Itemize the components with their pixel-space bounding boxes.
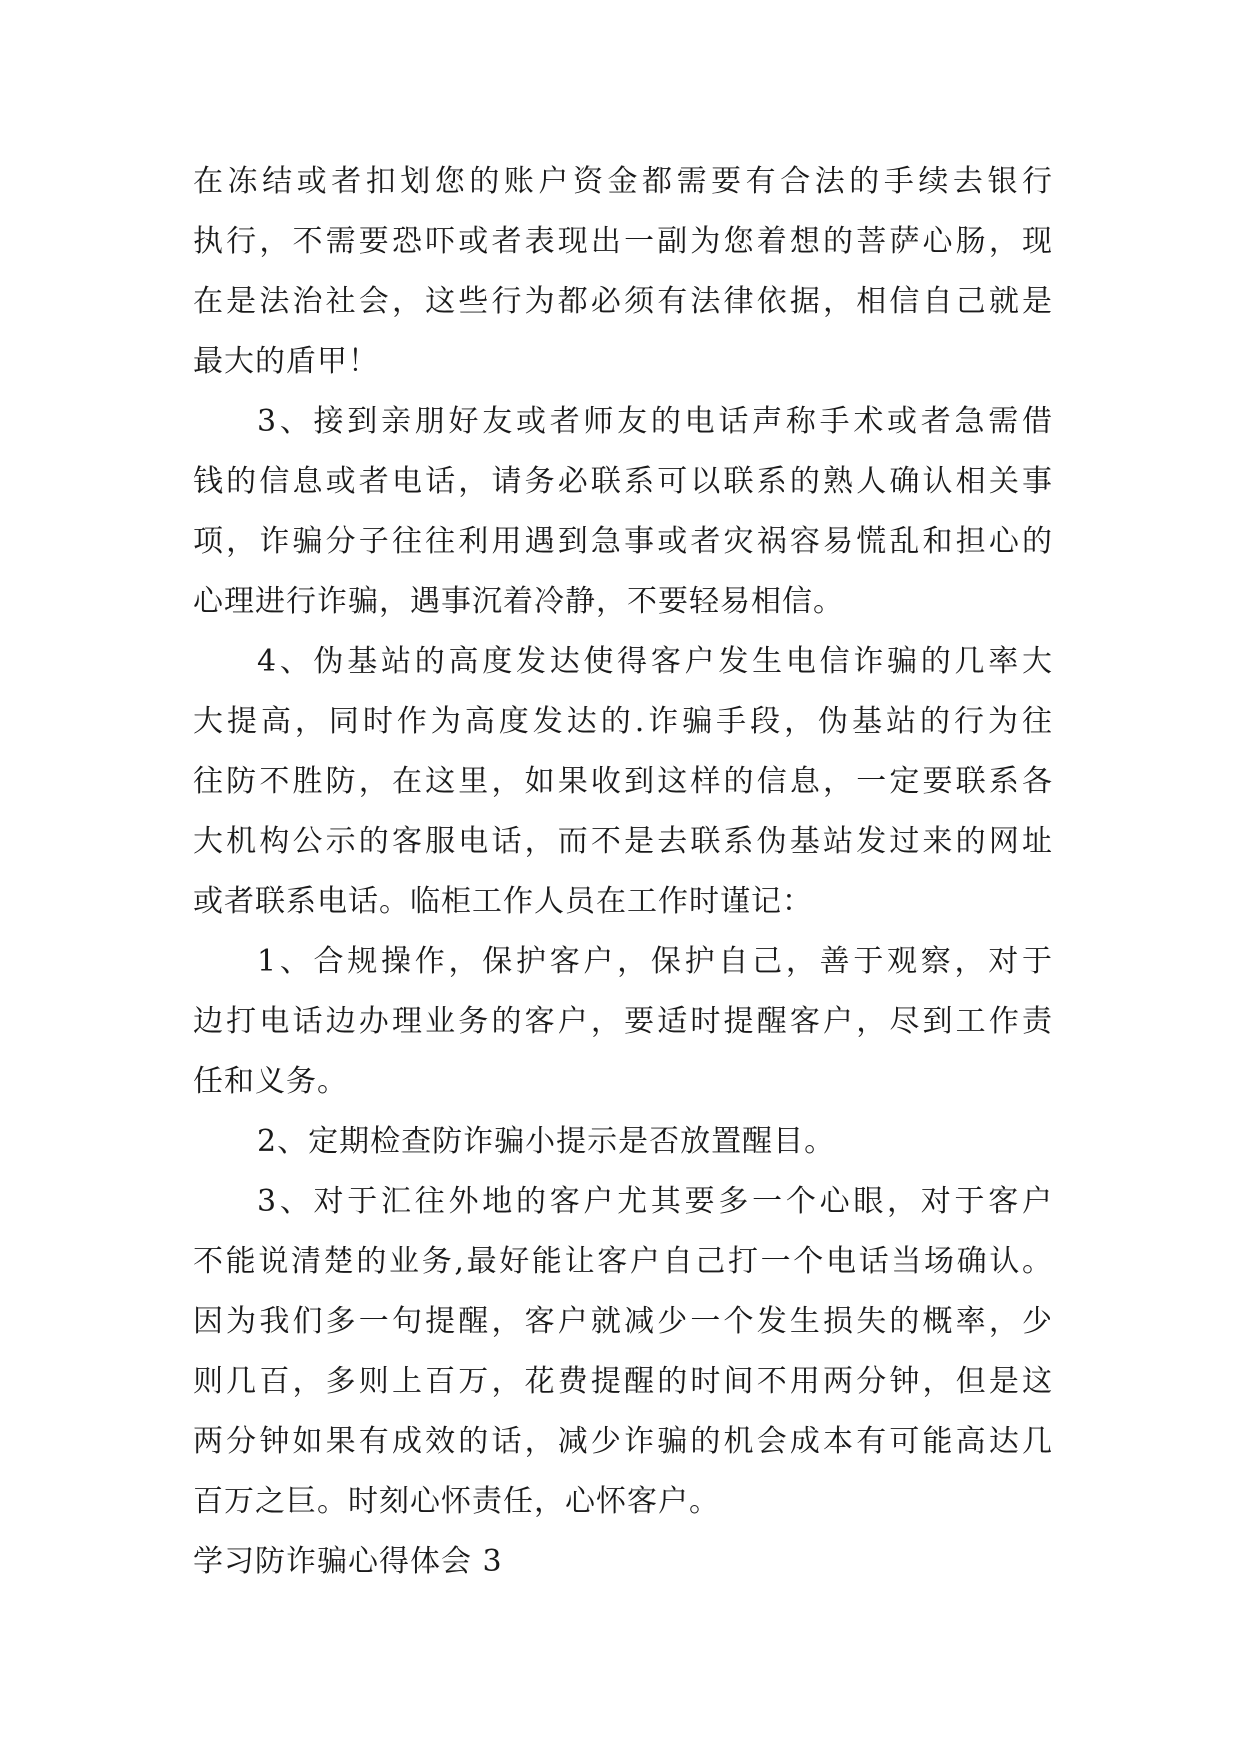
- text-line: 不能说清楚的业务,最好能让客户自己打一个电话当场确认。: [193, 1244, 1053, 1279]
- text-line: 执行，不需要恐吓或者表现出一副为您着想的菩萨心肠，现: [193, 224, 1053, 259]
- text-line: 最大的盾甲！: [193, 344, 379, 379]
- text-line: 边打电话边办理业务的客户，要适时提醒客户，尽到工作责: [193, 1004, 1053, 1039]
- text-line: 大机构公示的客服电话，而不是去联系伪基站发过来的网址: [193, 824, 1053, 859]
- text-line: 任和义务。: [193, 1064, 348, 1099]
- text-line: 在是法治社会，这些行为都必须有法律依据，相信自己就是: [193, 284, 1053, 319]
- text-line: 则几百，多则上百万，花费提醒的时间不用两分钟，但是这: [193, 1364, 1053, 1399]
- document-body: [193, 152, 1053, 1592]
- text-line: 项，诈骗分子往往利用遇到急事或者灾祸容易慌乱和担心的: [193, 524, 1053, 559]
- text-line: 3、对于汇往外地的客户尤其要多一个心眼，对于客户: [257, 1184, 1053, 1219]
- text-line: 或者联系电话。临柜工作人员在工作时谨记：: [193, 884, 813, 919]
- text-line: 1、合规操作，保护客户，保护自己，善于观察，对于: [257, 944, 1053, 979]
- section-heading: 学习防诈骗心得体会 3: [193, 1544, 503, 1579]
- text-line: 3、接到亲朋好友或者师友的电话声称手术或者急需借: [257, 404, 1053, 439]
- text-line: 4、伪基站的高度发达使得客户发生电信诈骗的几率大: [257, 644, 1053, 679]
- text-line: 心理进行诈骗，遇事沉着冷静，不要轻易相信。: [193, 584, 844, 619]
- text-line: 2、定期检查防诈骗小提示是否放置醒目。: [257, 1124, 836, 1159]
- text-line: 钱的信息或者电话，请务必联系可以联系的熟人确认相关事: [193, 464, 1053, 499]
- text-line: 往防不胜防，在这里，如果收到这样的信息，一定要联系各: [193, 764, 1053, 799]
- text-line: 大提高，同时作为高度发达的.诈骗手段，伪基站的行为往: [193, 704, 1053, 739]
- text-line: 两分钟如果有成效的话，减少诈骗的机会成本有可能高达几: [193, 1424, 1053, 1459]
- text-line: 百万之巨。时刻心怀责任，心怀客户。: [193, 1484, 720, 1519]
- text-line: 在冻结或者扣划您的账户资金都需要有合法的手续去银行: [193, 164, 1053, 199]
- text-line: 因为我们多一句提醒，客户就减少一个发生损失的概率，少: [193, 1304, 1053, 1339]
